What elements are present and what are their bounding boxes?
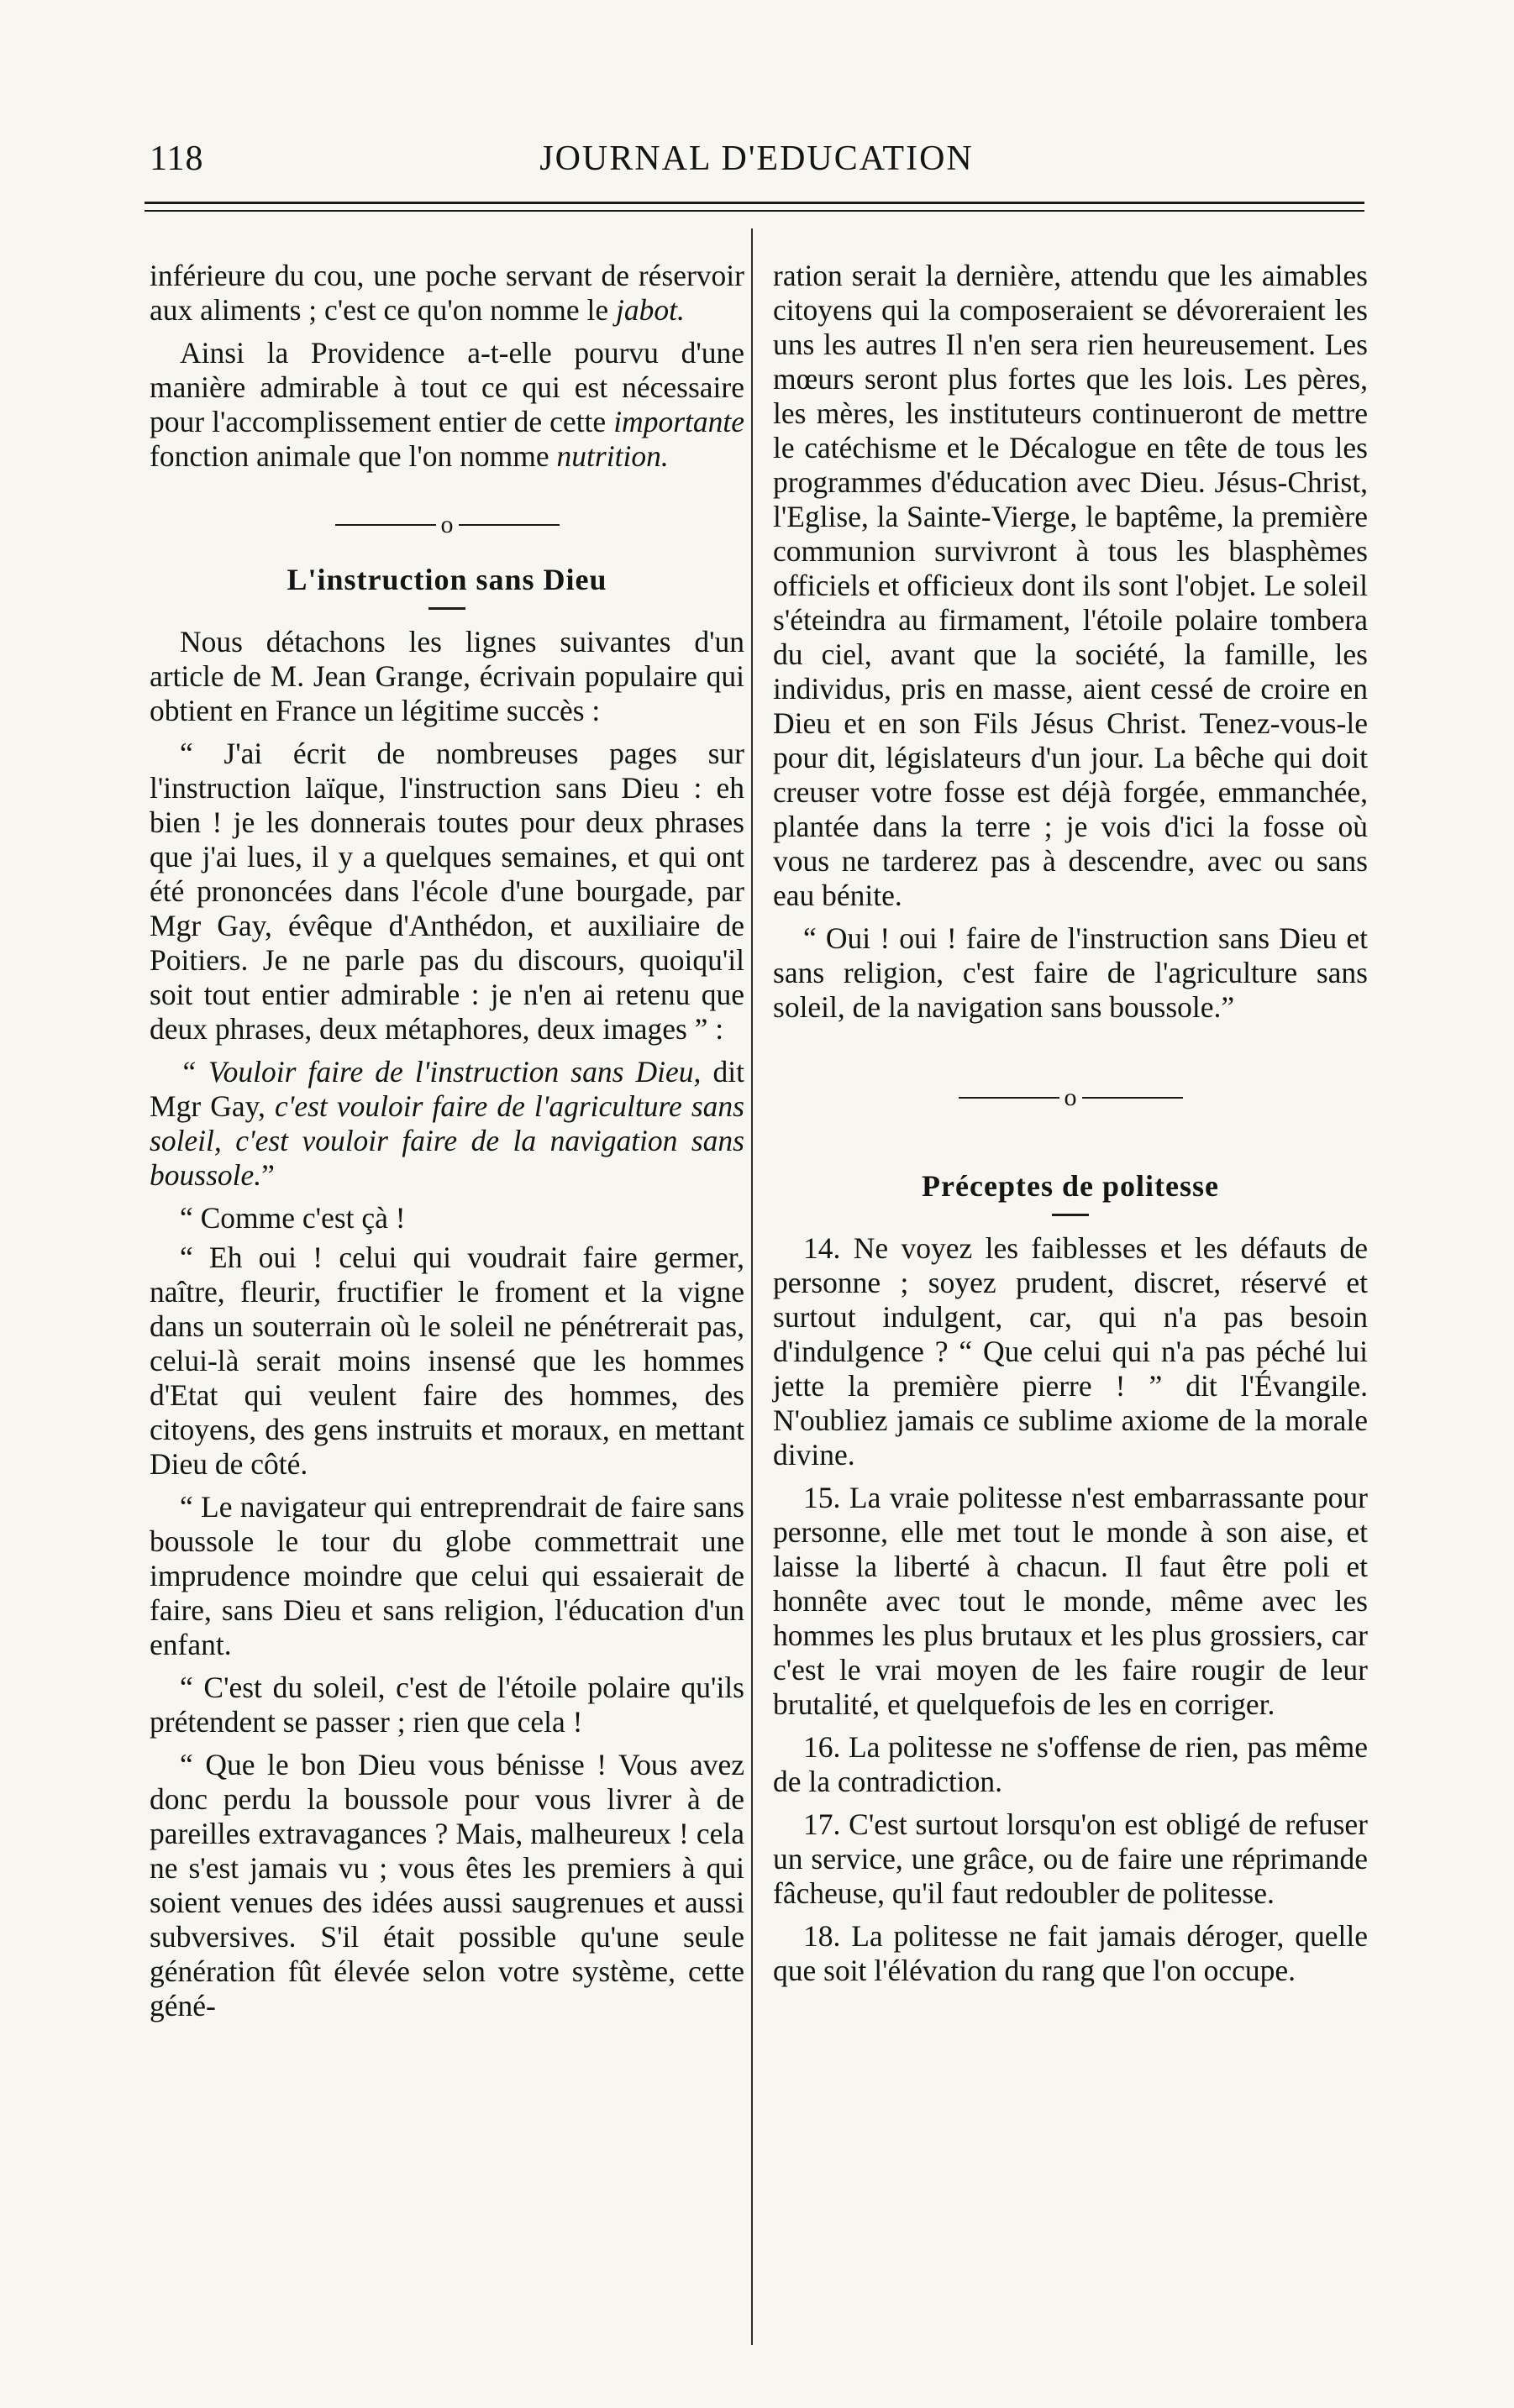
paragraph: “ Comme c'est çà ! [180,1201,406,1235]
paragraph: 15. La vraie politesse n'est embarrassante pour personne, elle met tout le monde à son aise, et laisse la liberté à chacun. Il faut être poli et honnête avec tout le monde, même avec les hommes les plus brutaux et les plus grossiers, car c'est le vrai moyen de les faire rougir de leur brutalité, et quelquefois de les en corriger. [773,1481,1368,1722]
paragraph: “ C'est du soleil, c'est de l'étoile polaire qu'ils prétendent se passer ; rien que cela ! [150,1671,744,1739]
page-number: 118 [150,139,204,178]
section-title: Préceptes de politesse [922,1169,1219,1204]
section-title: L'instruction sans Dieu [287,563,607,597]
paragraph: 17. C'est surtout lorsqu'on est obligé de refuser un service, une grâce, ou de faire une réprimande fâcheuse, qu'il faut redoubler de politesse. [773,1807,1368,1911]
left-column [150,259,744,2032]
running-title: JOURNAL D'EDUCATION [539,139,974,178]
paragraph: Nous détachons les lignes suivantes d'un article de M. Jean Grange, écrivain populaire qui obtient en France un légitime succès : [150,625,744,728]
right-column [773,259,1368,1996]
paragraph: “ Le navigateur qui entreprendrait de faire sans boussole le tour du globe commettrait une imprudence moindre que celui qui essaierait de faire, sans Dieu et sans religion, l'éducation d'un enfant. [150,1490,744,1662]
paragraph: inférieure du cou, une poche servant de réservoir aux aliments ; c'est ce qu'on nomme le jabot. [150,259,744,327]
paragraph: 18. La politesse ne fait jamais déroger, quelle que soit l'élévation du rang que l'on occupe. [773,1919,1368,1988]
page-header [150,139,1364,189]
title-dash [1052,1214,1089,1216]
paragraph: “ Eh oui ! celui qui voudrait faire germer, naître, fleurir, fructifier le froment et la vigne dans un souterrain où le soleil ne pénétrerait pas, celui-là serait moins insensé que les hommes d'Etat qui veulent faire des hommes, des citoyens, des gens instruits et moraux, en mettant Dieu de côté. [150,1241,744,1482]
title-dash [428,607,465,610]
column-divider [751,228,753,2345]
paragraph: ration serait la dernière, attendu que les aimables citoyens qui la composeraient se dévoreraient les uns les autres Il n'en sera rien heureusement. Les mœurs seront plus fortes que les lois. Les pères, les mères, les instituteurs continueront de mettre le catéchisme et le Décalogue en tête de tous les programmes d'éducation avec Dieu. Jésus-Christ, l'Eglise, la Sainte-Vierge, le baptême, la première communion survivront à tous les blasphèmes officiels et officieux dont ils sont l'objet. Le soleil s'éteindra au firmament, l'étoile polaire tombera du ciel, avant que la société, la famille, les individus, pris en masse, aient cessé de croire en Dieu et en son Fils Jésus Christ. Tenez-vous-le pour dit, législateurs d'un jour. La bêche qui doit creuser votre fosse est déjà forgée, emmanchée, plantée dans la terre ; je vois d'ici la fosse où vous ne tarderez pas à descendre, avec ou sans eau bénite. [773,259,1368,912]
paragraph: 16. La politesse ne s'offense de rien, pas même de la contradiction. [773,1730,1368,1799]
paragraph: 14. Ne voyez les faiblesses et les défauts de personne ; soyez prudent, discret, réservé et surtout indulgent, car, qui n'a pas besoin d'indulgence ? “ Que celui qui n'a pas péché lui jette la première pierre ! ” dit l'Évangile. N'oubliez jamais ce sublime axiome de la morale divine. [773,1231,1368,1472]
section-separator: o [150,511,744,538]
paragraph: “ Que le bon Dieu vous bénisse ! Vous avez donc perdu la boussole pour vous livrer à de pareilles extravagances ? Mais, malheureux ! cela ne s'est jamais vu ; vous êtes les premiers à qui soient venues des idées aussi saugrenues et aussi subversives. S'il était possible qu'une seule génération fût élevée selon votre système, cette géné- [150,1748,744,2023]
header-double-rule [145,202,1364,212]
paragraph: “ Vouloir faire de l'instruction sans Dieu, dit Mgr Gay, c'est vouloir faire de l'agriculture sans soleil, c'est vouloir faire de la navigation sans boussole.” [150,1055,744,1193]
section-separator: o [773,1083,1368,1110]
paragraph: “ Oui ! oui ! faire de l'instruction sans Dieu et sans religion, c'est faire de l'agriculture sans soleil, de la navigation sans boussole.” [773,921,1368,1024]
paragraph: “ J'ai écrit de nombreuses pages sur l'instruction laïque, l'instruction sans Dieu : eh bien ! je les donnerais toutes pour deux phrases que j'ai lues, il y a quelques semaines, et qui ont été prononcées dans l'école d'une bourgade, par Mgr Gay, évêque d'Anthédon, et auxiliaire de Poitiers. Je ne parle pas du discours, quoiqu'il soit tout entier admirable : je n'en ai retenu que deux phrases, deux métaphores, deux images ” : [150,737,744,1047]
paragraph: Ainsi la Providence a-t-elle pourvu d'une manière admirable à tout ce qui est nécessaire pour l'accomplissement entier de cette importante fonction animale que l'on nomme nutrition. [150,336,744,473]
